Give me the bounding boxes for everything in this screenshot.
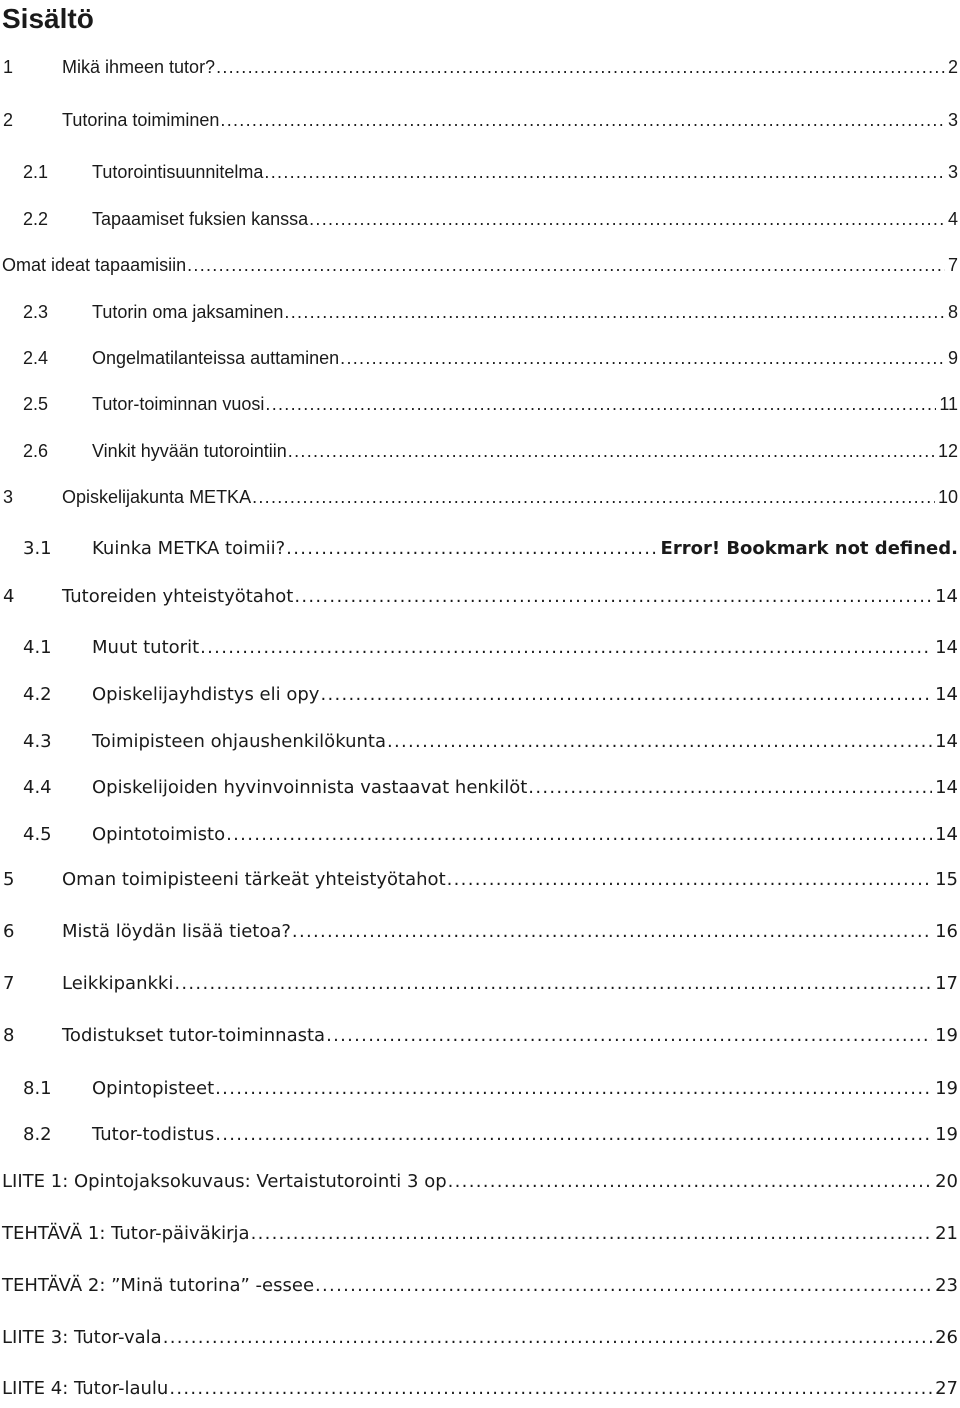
toc-entry-number: 2.1 (23, 162, 49, 182)
dot-leader (448, 1170, 932, 1194)
dot-leader (340, 346, 945, 370)
dot-leader (252, 485, 935, 509)
toc-entry-title: Tutorina toimiminen (62, 110, 220, 130)
toc-entry-page-number: 12 (937, 441, 958, 461)
toc-entry-number: 8 (3, 1025, 15, 1046)
toc-entry-page-number: 17 (935, 973, 958, 994)
toc-entry-title: Leikkipankki (62, 973, 174, 994)
toc-entry-number: 8.2 (23, 1124, 52, 1145)
toc-entry-title: LIITE 4: Tutor-laulu (2, 1378, 169, 1399)
toc-entry[interactable] (0, 53, 958, 81)
toc-entry-title: Ongelmatilanteissa auttaminen (92, 348, 340, 368)
toc-entry-page-number: 14 (935, 731, 958, 752)
toc-entry-title: Toimipisteen ohjaushenkilökunta (92, 731, 386, 752)
toc-entry-title: Tapaamiset fuksien kanssa (92, 209, 309, 229)
dot-leader (315, 1274, 932, 1298)
toc-entry-page-number: 20 (935, 1171, 958, 1192)
dot-leader (215, 1077, 932, 1101)
toc-entry-title: Tutor-toiminnan vuosi (92, 394, 265, 414)
toc-entry-number: 8.1 (23, 1078, 52, 1099)
toc-title: Sisältö (2, 3, 94, 34)
toc-entry-number: 1 (3, 57, 14, 77)
toc-entry[interactable] (0, 483, 958, 511)
toc-entry-title: Omat ideat tapaamisiin (2, 255, 187, 275)
toc-entry[interactable] (0, 1168, 958, 1196)
toc-entry-number: 2.6 (23, 441, 49, 461)
toc-entry[interactable] (0, 106, 958, 134)
toc-entry-title: LIITE 3: Tutor-vala (2, 1327, 162, 1348)
toc-entry-title: Opiskelijoiden hyvinvoinnista vastaavat henkilöt (92, 777, 528, 798)
toc-entry-title: Opiskelijayhdistys eli opy (92, 684, 320, 705)
toc-entry[interactable] (0, 298, 958, 326)
dot-leader (169, 1377, 932, 1401)
toc-entry[interactable] (0, 1075, 958, 1103)
toc-entry[interactable] (0, 681, 958, 709)
toc-entry-page-number: 14 (935, 824, 958, 845)
toc-entry-title: Vinkit hyvään tutorointiin (92, 441, 287, 461)
toc-entry[interactable] (0, 634, 958, 662)
dot-leader (163, 1326, 932, 1350)
toc-entry[interactable] (0, 437, 958, 465)
dot-leader (200, 636, 932, 660)
toc-entry-page-number: 8 (947, 302, 958, 322)
toc-entry[interactable] (0, 535, 958, 563)
toc-entry[interactable] (0, 1375, 958, 1403)
toc-entry[interactable] (0, 1022, 958, 1050)
toc-entry[interactable] (0, 866, 958, 894)
dot-leader (187, 253, 945, 277)
toc-entry-title: Mikä ihmeen tutor? (62, 57, 216, 77)
toc-entry[interactable] (0, 251, 958, 279)
toc-entry-page-number: 14 (935, 777, 958, 798)
toc-entry[interactable] (0, 205, 958, 233)
toc-entry-error-text: Error! Bookmark not defined. (660, 538, 958, 559)
toc-entry-page-number: 23 (935, 1275, 958, 1296)
toc-entry-number: 4 (3, 586, 15, 607)
dot-leader (265, 392, 936, 416)
toc-entry[interactable] (0, 1121, 958, 1149)
toc-entry-number: 2.3 (23, 302, 49, 322)
toc-entry-title: Opiskelijakunta METKA (62, 487, 252, 507)
toc-entry-number: 2 (3, 110, 14, 130)
toc-entry-page-number: 15 (935, 869, 958, 890)
toc-entry-number: 2.4 (23, 348, 49, 368)
toc-entry-page-number: 26 (935, 1327, 958, 1348)
toc-entry[interactable] (0, 821, 958, 849)
toc-entry[interactable] (0, 774, 958, 802)
dot-leader (320, 683, 932, 707)
toc-entry-number: 4.4 (23, 777, 52, 798)
dot-leader (286, 537, 657, 561)
toc-entry-page-number: 3 (947, 162, 958, 182)
toc-entry-number: 2.5 (23, 394, 49, 414)
toc-entry-page-number: 21 (935, 1223, 958, 1244)
toc-entry-number: 6 (3, 921, 15, 942)
dot-leader (174, 972, 932, 996)
dot-leader (387, 730, 932, 754)
toc-entry-title: Muut tutorit (92, 637, 200, 658)
dot-leader (284, 300, 945, 324)
toc-entry-title: TEHTÄVÄ 1: Tutor-päiväkirja (2, 1223, 250, 1244)
dot-leader (528, 776, 932, 800)
dot-leader (309, 207, 945, 231)
dot-leader (215, 1123, 932, 1147)
toc-entry-number: 4.3 (23, 731, 52, 752)
toc-entry-number: 5 (3, 869, 15, 890)
toc-entry[interactable] (0, 1324, 958, 1352)
toc-entry-page-number: 14 (935, 637, 958, 658)
toc-entry[interactable] (0, 583, 958, 611)
dot-leader (326, 1024, 932, 1048)
toc-entry-title: TEHTÄVÄ 2: ”Minä tutorina” -essee (2, 1275, 315, 1296)
toc-entry-title: Tutorin oma jaksaminen (92, 302, 284, 322)
toc-entry-title: LIITE 1: Opintojaksokuvaus: Vertaistutorointi 3 op (2, 1171, 447, 1192)
toc-entry[interactable] (0, 970, 958, 998)
toc-entry[interactable] (0, 728, 958, 756)
toc-entry-title: Opintotoimisto (92, 824, 226, 845)
toc-entry[interactable] (0, 918, 958, 946)
toc-entry-page-number: 10 (937, 487, 958, 507)
toc-entry-page-number: 19 (935, 1025, 958, 1046)
toc-entry[interactable] (0, 1220, 958, 1248)
dot-leader (264, 160, 945, 184)
toc-entry-title: Oman toimipisteeni tärkeät yhteistyötahot (62, 869, 446, 890)
toc-entry-number: 2.2 (23, 209, 49, 229)
toc-entry-number: 4.5 (23, 824, 52, 845)
dot-leader (447, 868, 932, 892)
dot-leader (294, 585, 932, 609)
dot-leader (226, 823, 932, 847)
toc-entry-title: Mistä löydän lisää tietoa? (62, 921, 291, 942)
dot-leader (216, 55, 945, 79)
toc-entry-title: Tutor-todistus (92, 1124, 215, 1145)
toc-entry-page-number: 9 (947, 348, 958, 368)
dot-leader (292, 920, 932, 944)
toc-entry-page-number: 2 (947, 57, 958, 77)
toc-entry-title: Kuinka METKA toimii? (92, 538, 286, 559)
dot-leader (251, 1222, 933, 1246)
toc-entry-page-number: 27 (935, 1378, 958, 1399)
toc-entry-page-number: 3 (947, 110, 958, 130)
toc-entry-title: Opintopisteet (92, 1078, 215, 1099)
toc-entry[interactable] (0, 390, 958, 418)
toc-entry-title: Tutoreiden yhteistyötahot (62, 586, 294, 607)
toc-entry-title: Tutorointisuunnitelma (92, 162, 264, 182)
toc-entry-number: 3.1 (23, 538, 52, 559)
toc-entry-page-number: 7 (947, 255, 958, 275)
toc-entry-page-number: 11 (939, 394, 958, 414)
toc-entry-number: 4.1 (23, 637, 52, 658)
toc-entry-page-number: 16 (935, 921, 958, 942)
toc-entry-page-number: 19 (935, 1124, 958, 1145)
toc-entry-title: Todistukset tutor-toiminnasta (62, 1025, 326, 1046)
toc-entry-page-number: 19 (935, 1078, 958, 1099)
toc-entry[interactable] (0, 1272, 958, 1300)
toc-entry-page-number: 14 (935, 684, 958, 705)
toc-entry-page-number: 4 (947, 209, 958, 229)
toc-entry-number: 3 (3, 487, 14, 507)
toc-entry-number: 4.2 (23, 684, 52, 705)
toc-entry[interactable] (0, 158, 958, 186)
toc-entry-page-number: 14 (935, 586, 958, 607)
toc-entry-number: 7 (3, 973, 15, 994)
toc-entry[interactable] (0, 344, 958, 372)
dot-leader (288, 439, 935, 463)
dot-leader (220, 108, 945, 132)
